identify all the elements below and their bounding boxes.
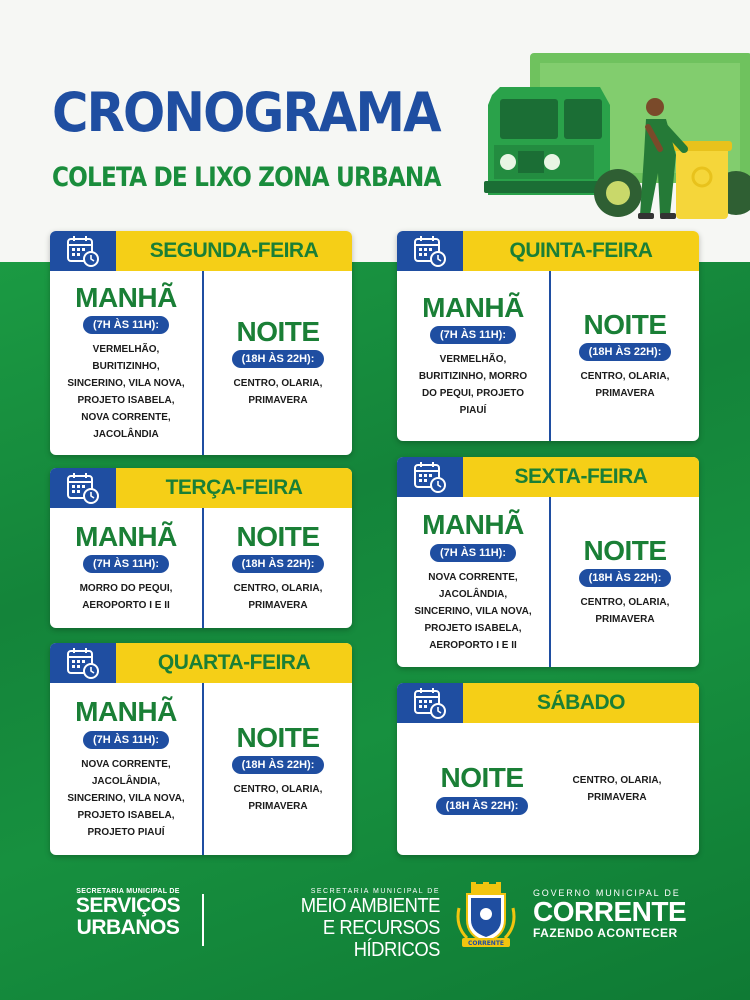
day-title: SEXTA-FEIRA xyxy=(463,457,699,497)
morning-label: MANHÃ xyxy=(75,281,177,313)
morning-column xyxy=(50,271,202,455)
morning-column xyxy=(50,683,202,855)
night-column xyxy=(204,271,352,455)
night-label: NOITE xyxy=(236,721,320,753)
night-column xyxy=(397,723,567,855)
calendar-icon xyxy=(397,231,463,271)
morning-hours: (7H ÀS 11H): xyxy=(83,731,169,749)
secretaria-servicos-urbanos-logo xyxy=(68,888,188,939)
meio-line2: E RECURSOS HÍDRICOS xyxy=(322,917,440,961)
footer xyxy=(0,880,750,961)
night-places: CENTRO, OLARIA, PRIMAVERA xyxy=(233,784,323,813)
night-hours: (18H ÀS 22H): xyxy=(232,756,325,774)
night-column xyxy=(551,497,699,667)
card-sexta-feira xyxy=(397,457,699,667)
morning-places: NOVA CORRENTE, JACOLÂNDIA, SINCERINO, VILA NOVA, PROJETO ISABELA, PROJETO PIAUÍ xyxy=(67,758,185,838)
morning-places: MORRO DO PEQUI, AEROPORTO I E II xyxy=(79,583,173,612)
morning-label: MANHÃ xyxy=(422,509,524,541)
servicos-line1: SERVIÇOS xyxy=(75,894,181,917)
night-places: CENTRO, OLARIA, PRIMAVERA xyxy=(572,775,662,803)
card-terca-feira xyxy=(50,468,352,628)
municipal-crest-icon xyxy=(453,880,519,952)
day-title: SEGUNDA-FEIRA xyxy=(116,231,352,271)
page-subtitle: COLETA DE LIXO ZONA URBANA xyxy=(52,162,441,193)
night-label: NOITE xyxy=(236,315,320,347)
night-label: NOITE xyxy=(583,308,667,340)
meio-small-caption: SECRETARIA MUNICIPAL DE xyxy=(310,888,440,895)
night-hours: (18H ÀS 22H): xyxy=(436,797,529,815)
day-title: QUARTA-FEIRA xyxy=(116,643,352,683)
night-places: CENTRO, OLARIA, PRIMAVERA xyxy=(233,583,323,612)
morning-hours: (7H ÀS 11H): xyxy=(430,326,516,344)
day-title: TERÇA-FEIRA xyxy=(116,468,352,508)
calendar-icon xyxy=(397,457,463,497)
morning-label: MANHÃ xyxy=(422,291,524,323)
morning-places: VERMELHÃO, BURITIZINHO, MORRO DO PEQUI, PROJETO PIAUÍ xyxy=(418,354,528,417)
night-label: NOITE xyxy=(440,762,524,794)
calendar-icon xyxy=(50,468,116,508)
gov-tagline: FAZENDO ACONTECER xyxy=(533,926,678,940)
card-segunda-feira xyxy=(50,231,352,455)
servicos-line2: URBANOS xyxy=(76,916,180,939)
morning-hours: (7H ÀS 11H): xyxy=(83,316,169,334)
night-label: NOITE xyxy=(583,534,667,566)
night-hours: (18H ÀS 22H): xyxy=(232,555,325,573)
day-title: SÁBADO xyxy=(463,683,699,723)
night-places: CENTRO, OLARIA, PRIMAVERA xyxy=(580,597,670,626)
morning-hours: (7H ÀS 11H): xyxy=(430,544,516,562)
night-hours: (18H ÀS 22H): xyxy=(579,569,672,587)
night-column xyxy=(204,508,352,628)
morning-label: MANHÃ xyxy=(75,696,177,728)
day-title: QUINTA-FEIRA xyxy=(463,231,699,271)
night-label: NOITE xyxy=(236,520,320,552)
governo-corrente-logo xyxy=(533,888,687,940)
morning-places: VERMELHÃO, BURITIZINHO, SINCERINO, VILA NOVA, PROJETO ISABELA, NOVA CORRENTE, JACOLÂNDIA xyxy=(67,344,185,441)
gov-name: CORRENTE xyxy=(533,896,687,927)
night-column xyxy=(204,683,352,855)
footer-separator xyxy=(202,894,204,946)
night-column xyxy=(551,271,699,441)
secretaria-meio-ambiente-logo xyxy=(214,888,440,961)
card-quarta-feira xyxy=(50,643,352,855)
calendar-icon xyxy=(397,683,463,723)
morning-column xyxy=(397,497,549,667)
gov-small-caption: GOVERNO MUNICIPAL DE xyxy=(533,888,681,898)
night-hours: (18H ÀS 22H): xyxy=(579,343,672,361)
meio-line1: MEIO AMBIENTE xyxy=(300,895,440,917)
page-title: CRONOGRAMA xyxy=(52,81,440,144)
night-places: CENTRO, OLARIA, PRIMAVERA xyxy=(580,371,670,400)
morning-label: MANHÃ xyxy=(75,520,177,552)
morning-hours: (7H ÀS 11H): xyxy=(83,555,169,573)
calendar-icon xyxy=(50,643,116,683)
card-sabado xyxy=(397,683,699,855)
morning-places: NOVA CORRENTE, JACOLÂNDIA, SINCERINO, VILA NOVA, PROJETO ISABELA, AEROPORTO I E II xyxy=(414,571,532,651)
morning-column xyxy=(50,508,202,628)
calendar-icon xyxy=(50,231,116,271)
morning-column xyxy=(397,271,549,441)
crest-banner-text: CORRENTE xyxy=(467,940,505,947)
night-hours: (18H ÀS 22H): xyxy=(232,350,325,368)
night-places: CENTRO, OLARIA, PRIMAVERA xyxy=(233,378,323,407)
night-places-column xyxy=(547,723,687,855)
servicos-small-caption: SECRETARIA MUNICIPAL DE xyxy=(76,888,180,895)
card-quinta-feira xyxy=(397,231,699,441)
garbage-truck-illustration xyxy=(480,45,750,225)
